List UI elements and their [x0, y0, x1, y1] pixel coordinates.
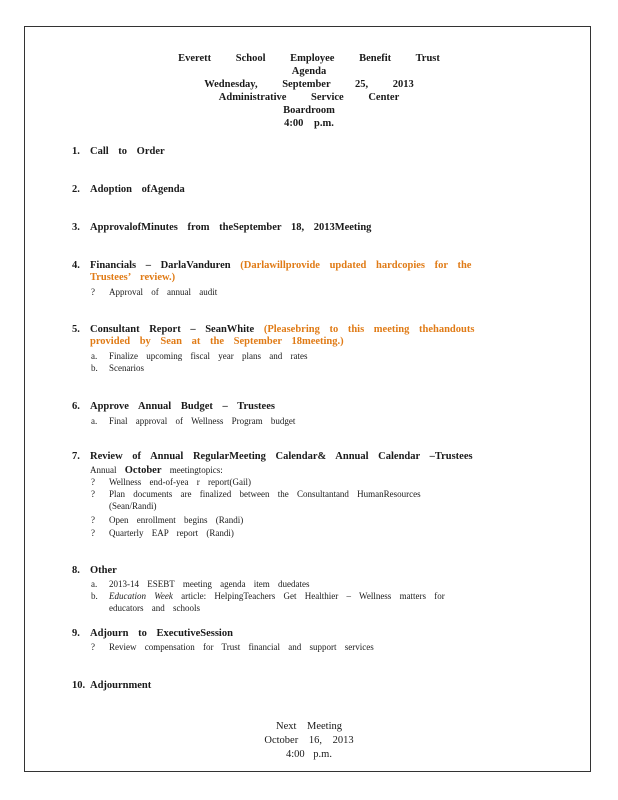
intro-text: Annual	[90, 465, 117, 475]
intro-rest: meetingtopics:	[169, 465, 223, 475]
sub-item-text: Wellness end-of-yea r report(Gail)	[109, 477, 251, 487]
sub-item-text: Finalize upcoming fiscal year plans and rates	[109, 351, 308, 361]
footer-date: October 16, 2013	[264, 735, 354, 746]
item-number: 2.	[72, 184, 80, 195]
bullet-marker: ?	[91, 642, 95, 652]
list-marker: b.	[91, 591, 98, 601]
item-title: Adoption ofAgenda	[90, 184, 185, 195]
sub-item	[91, 286, 501, 298]
sub-item	[91, 590, 501, 614]
bullet-marker: ?	[91, 528, 95, 538]
sub-item	[91, 476, 501, 488]
sub-item-continuation: educators and schools	[109, 603, 200, 613]
sub-item-text: Review compensation for Trust financial and support services	[109, 642, 374, 652]
bullet-marker: ?	[91, 489, 95, 499]
sub-item	[91, 641, 501, 653]
header-room: Boardroom	[283, 105, 335, 116]
sub-item	[91, 578, 501, 590]
header-time: 4:00 p.m.	[284, 118, 334, 129]
footer-label: Next Meeting	[275, 721, 343, 732]
list-marker: a.	[91, 416, 98, 426]
item-title	[90, 324, 510, 348]
header-trust-name: Everett School Employee Benefit Trust	[178, 53, 440, 64]
item-title: Approve Annual Budget – Trustees	[90, 401, 275, 412]
sub-item-text: Scenarios	[109, 363, 144, 373]
item-note: (Pleasebring to this meeting thehandouts provided by Sean at the September 18meeting.)	[90, 324, 475, 347]
item-number: 6.	[72, 401, 80, 412]
item-title: ApprovalofMinutes from theSeptember 18, 2013Meeting	[90, 222, 372, 233]
sub-item-text: Open enrollment begins (Randi)	[109, 515, 244, 525]
item-title: Review of Annual RegularMeeting Calendar& Annual Calendar –Trustees	[90, 451, 473, 462]
list-marker: a.	[91, 579, 98, 589]
sub-item-text: Approval of annual audit	[109, 287, 218, 297]
item-number: 10.	[72, 680, 86, 691]
sub-item-text: 2013-14 ESEBT meeting agenda item duedates	[109, 579, 310, 589]
intro-month: October	[124, 465, 162, 476]
publication-name: Education Week	[109, 591, 173, 601]
sub-item-text: Final approval of Wellness Program budget	[109, 416, 296, 426]
item-note: (Darlawillprovide updated hardcopies for the Trustees’ review.)	[90, 260, 472, 283]
sub-item-text: Plan documents are finalized between the Consultantand HumanResources	[109, 489, 421, 499]
sub-item	[91, 488, 501, 512]
page-border	[24, 26, 591, 772]
sub-item-text: article: HelpingTeachers Get Healthier – Wellness matters for	[181, 591, 445, 601]
agenda-header	[0, 52, 618, 130]
item-number: 4.	[72, 260, 80, 271]
list-marker: a.	[91, 351, 98, 361]
item-number: 8.	[72, 565, 80, 576]
sub-item	[91, 527, 501, 539]
sub-item-continuation: (Sean/Randi)	[109, 501, 157, 511]
header-date: Wednesday, September 25, 2013	[204, 79, 414, 90]
item-title: Call to Order	[90, 146, 165, 157]
bullet-marker: ?	[91, 515, 95, 525]
item-title-text: Financials – DarlaVanduren	[90, 260, 231, 271]
item-number: 5.	[72, 324, 80, 335]
item-number: 3.	[72, 222, 80, 233]
footer-time: 4:00 p.m.	[286, 749, 332, 760]
item-title-text: Consultant Report – SeanWhite	[90, 324, 255, 335]
item-title: Other	[90, 565, 117, 576]
item-number: 1.	[72, 146, 80, 157]
item-number: 7.	[72, 451, 80, 462]
sub-item	[91, 362, 501, 374]
item-number: 9.	[72, 628, 80, 639]
item-title	[90, 260, 510, 284]
sub-item	[91, 350, 501, 362]
header-location: Administrative Service Center	[218, 92, 400, 103]
header-agenda: Agenda	[291, 66, 327, 77]
sub-item	[91, 415, 501, 427]
bullet-marker: ?	[91, 287, 95, 297]
item-title: Adjourn to ExecutiveSession	[90, 628, 233, 639]
bullet-marker: ?	[91, 477, 95, 487]
sub-item-text: Quarterly EAP report (Randi)	[109, 528, 234, 538]
sub-item	[91, 514, 501, 526]
item-title: Adjournment	[90, 680, 152, 691]
list-marker: b.	[91, 363, 98, 373]
next-meeting-footer	[0, 720, 618, 762]
